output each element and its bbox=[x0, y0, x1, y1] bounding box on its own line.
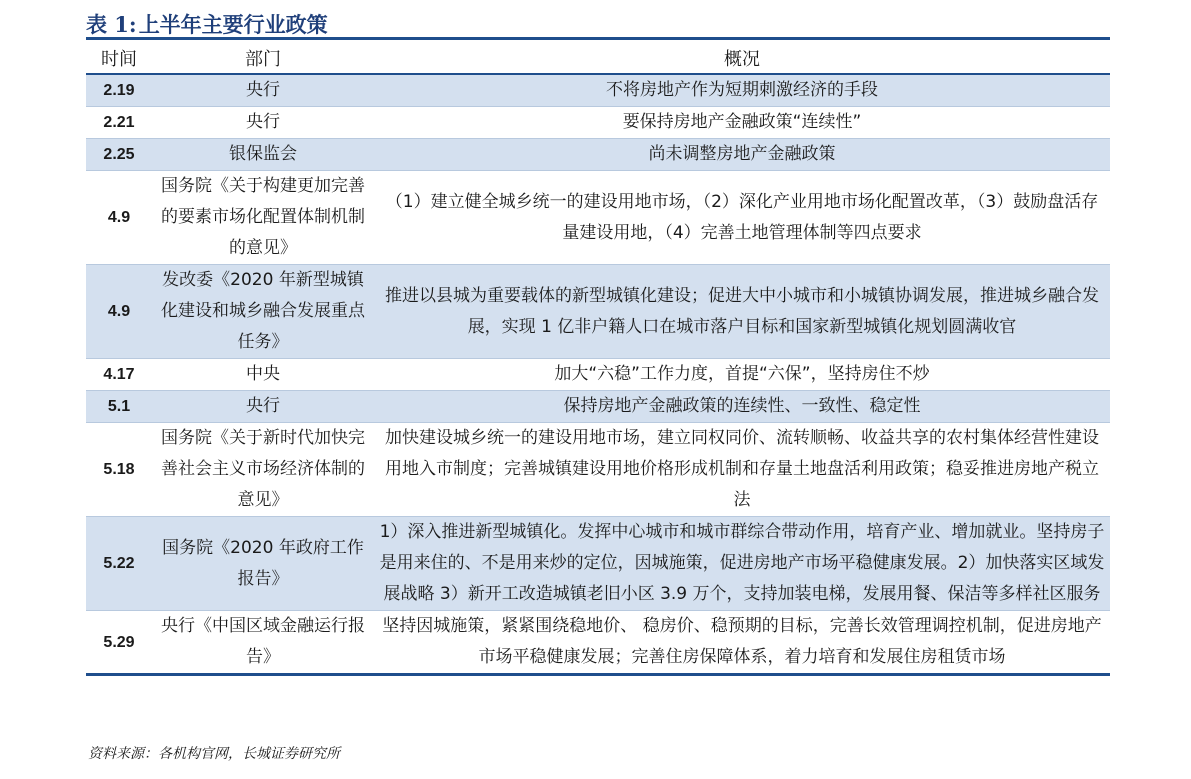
row-department: 中央 bbox=[152, 359, 374, 391]
row-time: 5.29 bbox=[86, 611, 152, 675]
policy-table bbox=[86, 43, 1110, 676]
table-row bbox=[86, 611, 1110, 675]
table-title bbox=[86, 10, 1110, 40]
row-time: 5.1 bbox=[86, 391, 152, 423]
source-note: 资料来源：各机构官网，长城证券研究所 bbox=[88, 746, 340, 762]
header-summary: 概况 bbox=[374, 43, 1110, 74]
row-department: 央行 bbox=[152, 74, 374, 107]
row-time: 4.9 bbox=[86, 171, 152, 265]
row-time: 4.9 bbox=[86, 265, 152, 359]
row-summary: 尚未调整房地产金融政策 bbox=[374, 139, 1110, 171]
row-department: 央行 bbox=[152, 391, 374, 423]
table-number: 表 1: bbox=[86, 11, 137, 37]
table-row bbox=[86, 359, 1110, 391]
row-summary: 推进以县城为重要载体的新型城镇化建设；促进大中小城市和小城镇协调发展，推进城乡融合发展，实现 1 亿非户籍人口在城市落户目标和国家新型城镇化规划圆满收官 bbox=[374, 265, 1110, 359]
row-time: 2.19 bbox=[86, 74, 152, 107]
table-row bbox=[86, 74, 1110, 107]
row-department: 央行《中国区域金融运行报告》 bbox=[152, 611, 374, 675]
table-title-text: 上半年主要行业政策 bbox=[138, 11, 328, 37]
row-summary: 加大“六稳”工作力度，首提“六保”，坚持房住不炒 bbox=[374, 359, 1110, 391]
row-summary: 加快建设城乡统一的建设用地市场，建立同权同价、流转顺畅、收益共享的农村集体经营性建设用地入市制度；完善城镇建设用地价格形成机制和存量土地盘活利用政策；稳妥推进房地产税立法 bbox=[374, 423, 1110, 517]
table-row bbox=[86, 107, 1110, 139]
row-time: 4.17 bbox=[86, 359, 152, 391]
row-summary: （1）建立健全城乡统一的建设用地市场，（2）深化产业用地市场化配置改革，（3）鼓励盘活存量建设用地，（4）完善土地管理体制等四点要求 bbox=[374, 171, 1110, 265]
table-row bbox=[86, 423, 1110, 517]
row-department: 国务院《2020 年政府工作报告》 bbox=[152, 517, 374, 611]
table-row bbox=[86, 391, 1110, 423]
row-department: 国务院《关于构建更加完善的要素市场化配置体制机制的意见》 bbox=[152, 171, 374, 265]
row-time: 2.25 bbox=[86, 139, 152, 171]
table-row bbox=[86, 139, 1110, 171]
header-time: 时间 bbox=[86, 43, 152, 74]
row-summary: 1）深入推进新型城镇化。发挥中心城市和城市群综合带动作用，培育产业、增加就业。坚持房子是用来住的、不是用来炒的定位，因城施策，促进房地产市场平稳健康发展。2）加快落实区域发展战略 3）新开工改造城镇老旧小区 3.9 万个，支持加装电梯，发展用餐、保洁等多样社区服务 bbox=[374, 517, 1110, 611]
row-summary: 保持房地产金融政策的连续性、一致性、稳定性 bbox=[374, 391, 1110, 423]
row-time: 5.22 bbox=[86, 517, 152, 611]
row-summary: 要保持房地产金融政策“连续性” bbox=[374, 107, 1110, 139]
header-department: 部门 bbox=[152, 43, 374, 74]
row-department: 发改委《2020 年新型城镇化建设和城乡融合发展重点任务》 bbox=[152, 265, 374, 359]
row-summary: 不将房地产作为短期刺激经济的手段 bbox=[374, 74, 1110, 107]
row-summary: 坚持因城施策，紧紧围绕稳地价、 稳房价、稳预期的目标，完善长效管理调控机制，促进房地产市场平稳健康发展；完善住房保障体系，着力培育和发展住房租赁市场 bbox=[374, 611, 1110, 675]
row-department: 国务院《关于新时代加快完善社会主义市场经济体制的意见》 bbox=[152, 423, 374, 517]
header-row bbox=[86, 43, 1110, 74]
row-department: 银保监会 bbox=[152, 139, 374, 171]
row-time: 5.18 bbox=[86, 423, 152, 517]
table-row bbox=[86, 517, 1110, 611]
row-department: 央行 bbox=[152, 107, 374, 139]
table-row bbox=[86, 265, 1110, 359]
table-row bbox=[86, 171, 1110, 265]
row-time: 2.21 bbox=[86, 107, 152, 139]
